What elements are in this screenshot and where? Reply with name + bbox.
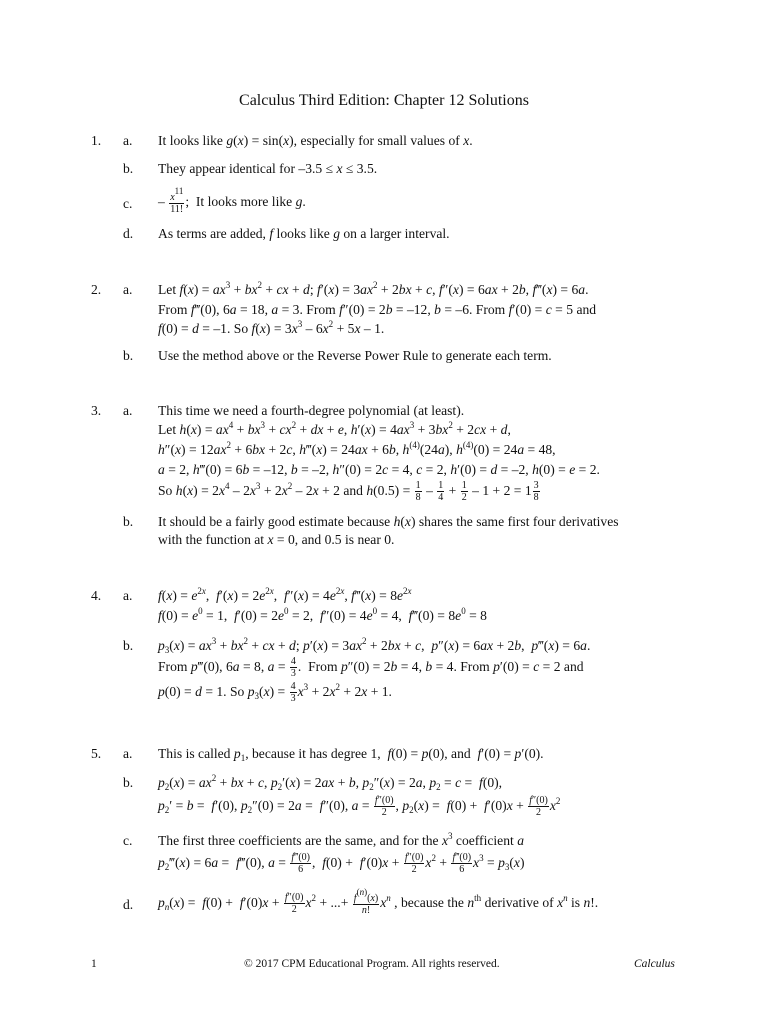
part-label: c.	[123, 196, 133, 211]
answer-4a-line2: $f(0) = e^0 = 1$, $f'(0) = 2e^0 = 2$, $f''(0) = 4e^0 = 4$, f‴(0) = $8e^0 = 8$	[158, 606, 487, 623]
answer-2b: Use the method above or the Reverse Power Rule to generate each term.	[158, 348, 552, 363]
part-label: a.	[123, 588, 133, 603]
problem-number: 5.	[91, 746, 102, 761]
answer-3a-line5: So $h(x) = 2x^4 - 2x^3 + 2x^2 - 2x + 2$ and h(0.5) = $\frac{1}{8}$ – $\frac{1}{4}$ + $\frac{1}{2}$ – 1 + 2 = 1 $\frac{3}{8}$	[158, 480, 539, 504]
part-label: a.	[123, 403, 133, 418]
answer-5b-line1: $p_2(x) = ax^2$ + bx + c, $p_2'(x) = 2ax + b$, $p_2''(x) = 2a$, $p_2 = c = f(0)$,	[158, 773, 503, 792]
part-label: d.	[123, 897, 134, 912]
part-label: b.	[123, 638, 134, 653]
answer-1c: – $\frac{x^{11}}{11!}$ ; It looks more like g.	[158, 185, 306, 215]
part-label: d.	[123, 226, 134, 241]
answer-3a-line3: $h''(x) = 12ax^2 + 6bx + 2c$, h‴(x) = 24ax + 6b, $h^{(4)}(24a)$, $h^{(4)}(0) = 24a = 48$,	[158, 440, 556, 457]
answer-2a-line3: f(0) = d = –1. So $f(x) = 3x^3 - 6x^2 + 5x - 1$.	[158, 319, 385, 336]
part-label: b.	[123, 348, 134, 363]
answer-4b-line3: p(0) = d = 1. So $p_3(x)$ = $\frac{4}{3}$ $x^3 + 2x^2 + 2x + 1$.	[158, 681, 392, 705]
answer-1a: It looks like g(x) = sin(x), especially for small values of x.	[158, 133, 473, 148]
footer-copyright: © 2017 CPM Educational Program. All rights reserved.	[244, 958, 500, 970]
part-label: a.	[123, 133, 133, 148]
answer-5b-line2: $p_2' = b = f'(0)$, $p_2''(0) = 2a = f''(0)$, a = $\frac{f''(0)}{2}$ , $p_2(x) = f(0) + f'(0)x$ + $\frac{f''(0)}{2}$ $x^2$	[158, 795, 561, 819]
problem-number: 1.	[91, 133, 102, 148]
answer-4b-line1: $p_3(x) = ax^3 + bx^2$ + cx + d; $p'(x) = 3ax^2 + 2bx + c$, p″(x) = 6ax + 2b, p‴(x) = 6a.	[158, 636, 591, 655]
answer-3a-line4: a = 2, h‴(0) = 6b = –12, b = –2, h″(0) = 2c = 4, c = 2, h′(0) = d = –2, h(0) = e = 2.	[158, 462, 600, 477]
answer-3a-line2: Let $h(x) = ax^4 + bx^3 + cx^2$ + dx + e, $h'(x) = 4ax^3 + 3bx^2 + 2cx + d$,	[158, 420, 511, 437]
problem-number: 2.	[91, 282, 102, 297]
part-label: b.	[123, 161, 134, 176]
footer-page-number: 1	[91, 958, 97, 970]
part-label: a.	[123, 282, 133, 297]
part-label: a.	[123, 746, 133, 761]
problem-number: 3.	[91, 403, 102, 418]
problem-number: 4.	[91, 588, 102, 603]
answer-4a-line1: $f(x) = e^{2x}$, $f'(x) = 2e^{2x}$, $f''(x) = 4e^{2x}$, f‴(x) = $8e^{2x}$	[158, 586, 412, 603]
answer-3b-line2: with the function at x = 0, and 0.5 is near 0.	[158, 532, 395, 547]
answer-1b: They appear identical for –3.5 ≤ x ≤ 3.5.	[158, 161, 378, 176]
answer-5d: $p_n(x) = f(0) + f'(0)x$ + $\frac{f''(0)}{2}$ $x^2$ + ...+ $\frac{f^{(n)}(x)}{n!}$ $x^n$ , because the $n^{th}$ derivative of $x^n$ is n!.	[158, 886, 599, 916]
answer-2a-line1: Let $f(x) = ax^3 + bx^2$ + cx + d; $f'(x) = 3ax^2 + 2bx + c$, f″(x) = 6ax + 2b, f‴(x) = 6a.	[158, 280, 589, 297]
answer-1d: As terms are added, f looks like g on a larger interval.	[158, 226, 450, 241]
answer-5c-line2: $p_2‴(x) = 6a$ = f‴(0), a = $\frac{f‴(0)}{6}$ , f(0) + f′(0)x + $\frac{f''(0)}{2}$ $x^2$ + $\frac{f‴(0)}{6}$ $x^3 = p_3(x)$	[158, 852, 525, 876]
answer-4b-line2: From p‴(0), 6a = 8, a = $\frac{4}{3}$ . From p″(0) = 2b = 4, b = 4. From p′(0) = c = 2 and	[158, 656, 584, 680]
answer-3b-line1: It should be a fairly good estimate because h(x) shares the same first four derivatives	[158, 514, 619, 529]
answer-5c-line1: The first three coefficients are the same, and for the $x^3$ coefficient a	[158, 831, 524, 848]
part-label: b.	[123, 514, 134, 529]
page-title: Calculus Third Edition: Chapter 12 Solutions	[239, 92, 529, 109]
part-label: c.	[123, 833, 133, 848]
part-label: b.	[123, 775, 134, 790]
answer-3a-line1: This time we need a fourth-degree polynomial (at least).	[158, 403, 465, 418]
answer-2a-line2: From f‴(0), 6a = 18, a = 3. From f″(0) = 2b = –12, b = –6. From f′(0) = c = 5 and	[158, 302, 597, 317]
answer-5a: This is called $p_1$, because it has degree 1, f(0) = p(0), and f′(0) = p′(0).	[158, 746, 544, 763]
footer-book-title: Calculus	[634, 958, 675, 970]
